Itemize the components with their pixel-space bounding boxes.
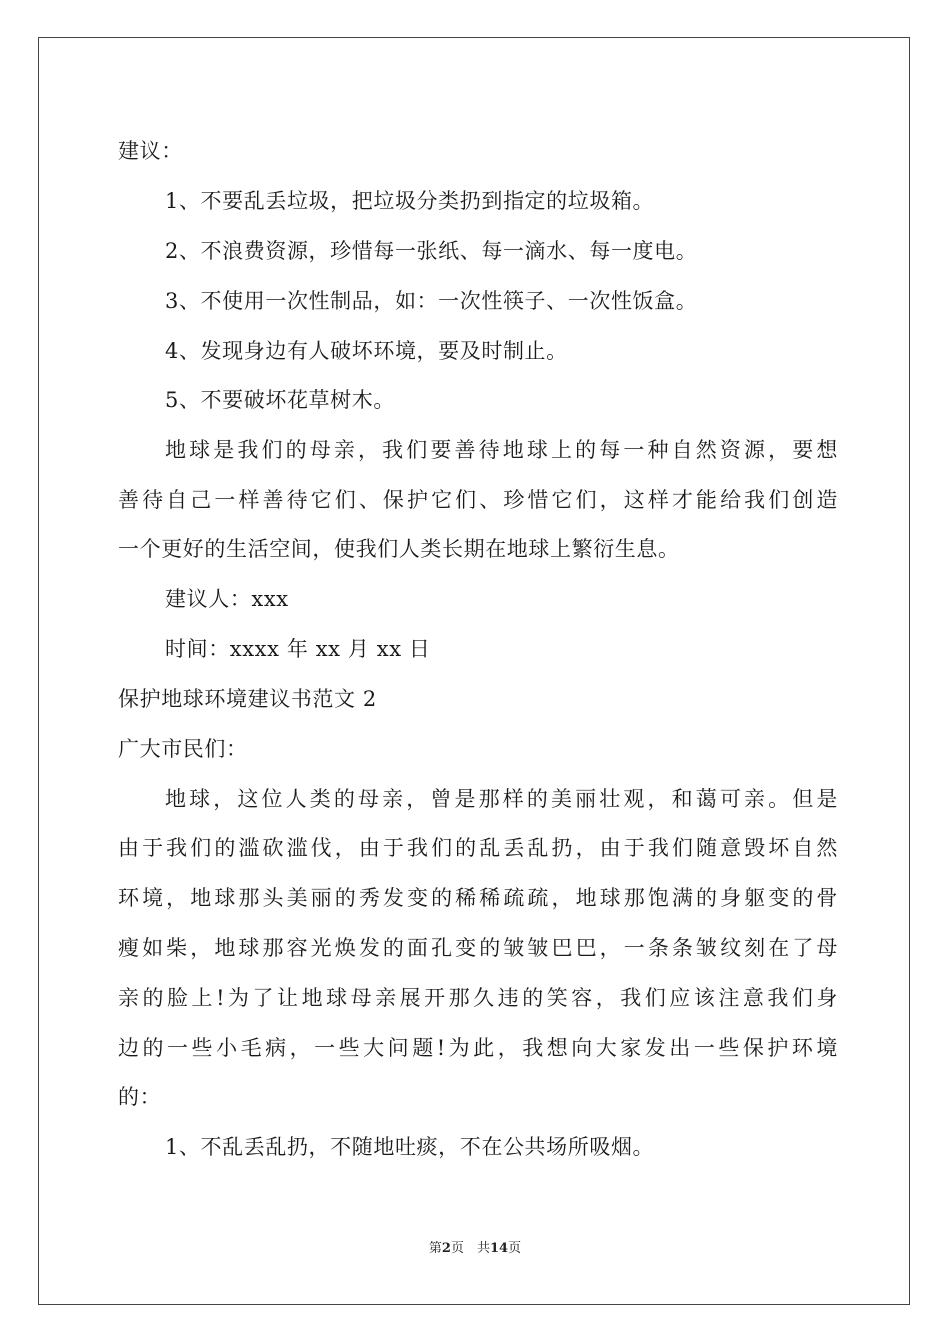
salutation: 广大市民们： (118, 737, 248, 761)
paragraph-line: 的： (118, 1085, 162, 1109)
paragraph-line: 由于我们的滥砍滥伐，由于我们的乱丢乱扔，由于我们随意毁坏自然 (118, 836, 838, 860)
page-border (38, 37, 910, 1305)
list-item: 2、不浪费资源，珍惜每一张纸、每一滴水、每一度电。 (165, 239, 698, 263)
list-item: 5、不要破坏花草树木。 (165, 388, 395, 412)
paragraph-line: 环境，地球那头美丽的秀发变的稀稀疏疏，地球那饱满的身躯变的骨 (118, 886, 838, 910)
paragraph-line: 边的一些小毛病，一些大问题!为此，我想向大家发出一些保护环境 (118, 1036, 838, 1060)
page-footer (0, 1240, 950, 1258)
list-item: 1、不要乱丢垃圾，把垃圾分类扔到指定的垃圾箱。 (165, 189, 655, 213)
paragraph-line: 一个更好的生活空间，使我们人类长期在地球上繁衍生息。 (118, 537, 680, 561)
heading-suggestion: 建议： (118, 139, 183, 163)
footer-suffix: 页 (508, 1241, 522, 1256)
footer-prefix: 第 (428, 1241, 442, 1256)
date-line: 时间：xxxx 年 xx 月 xx 日 (165, 637, 431, 661)
paragraph-line: 地球是我们的母亲，我们要善待地球上的每一种自然资源，要想 (165, 438, 838, 462)
section-title: 保护地球环境建议书范文 2 (118, 687, 377, 711)
list-item: 4、发现身边有人破坏环境，要及时制止。 (165, 339, 568, 363)
paragraph-line: 地球，这位人类的母亲，曾是那样的美丽壮观，和蔼可亲。但是 (165, 787, 838, 811)
paragraph-line: 亲的脸上!为了让地球母亲展开那久违的笑容，我们应该注意我们身 (118, 986, 838, 1010)
proposer-line: 建议人：xxx (165, 587, 289, 611)
footer-page-number: 2 (441, 1241, 451, 1256)
list-item: 3、不使用一次性制品，如：一次性筷子、一次性饭盒。 (165, 289, 698, 313)
footer-total-pages: 14 (489, 1241, 509, 1256)
paragraph-line: 瘦如柴，地球那容光焕发的面孔变的皱皱巴巴，一条条皱纹刻在了母 (118, 936, 838, 960)
footer-mid: 页 共 (450, 1241, 490, 1256)
paragraph-line: 善待自己一样善待它们、保护它们、珍惜它们，这样才能给我们创造 (118, 488, 838, 512)
list-item: 1、不乱丢乱扔，不随地吐痰，不在公共场所吸烟。 (165, 1135, 655, 1159)
